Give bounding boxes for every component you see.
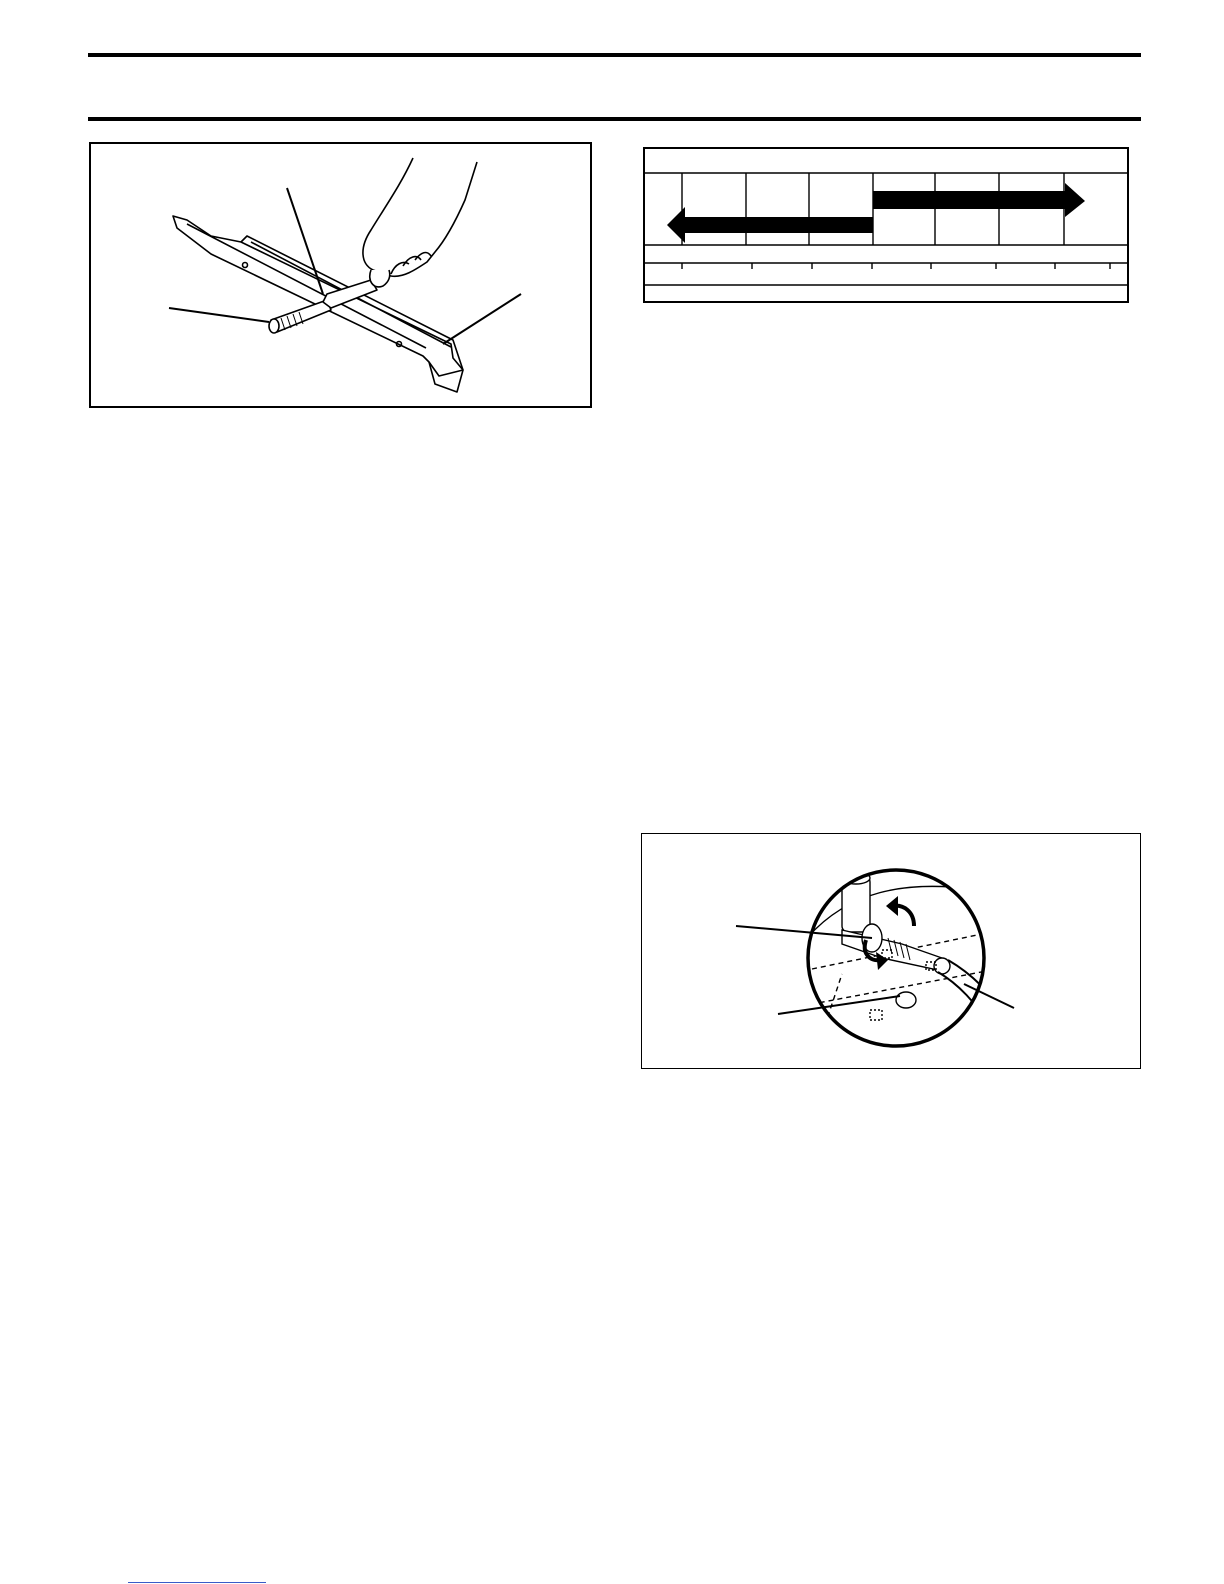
header-rule-bottom [88, 117, 1141, 121]
oil-drain-valve-illustration [642, 834, 1140, 1068]
footer-link-underline[interactable] [128, 1582, 266, 1583]
blade-balance-figure [89, 142, 592, 408]
arrow-left-icon [667, 207, 873, 243]
oil-viscosity-chart [645, 149, 1127, 301]
oil-viscosity-chart-figure [643, 147, 1129, 303]
arrow-right-icon [873, 183, 1085, 217]
header-rule-top [88, 53, 1141, 57]
oil-drain-figure [641, 833, 1141, 1069]
blade-balance-illustration [91, 144, 594, 410]
